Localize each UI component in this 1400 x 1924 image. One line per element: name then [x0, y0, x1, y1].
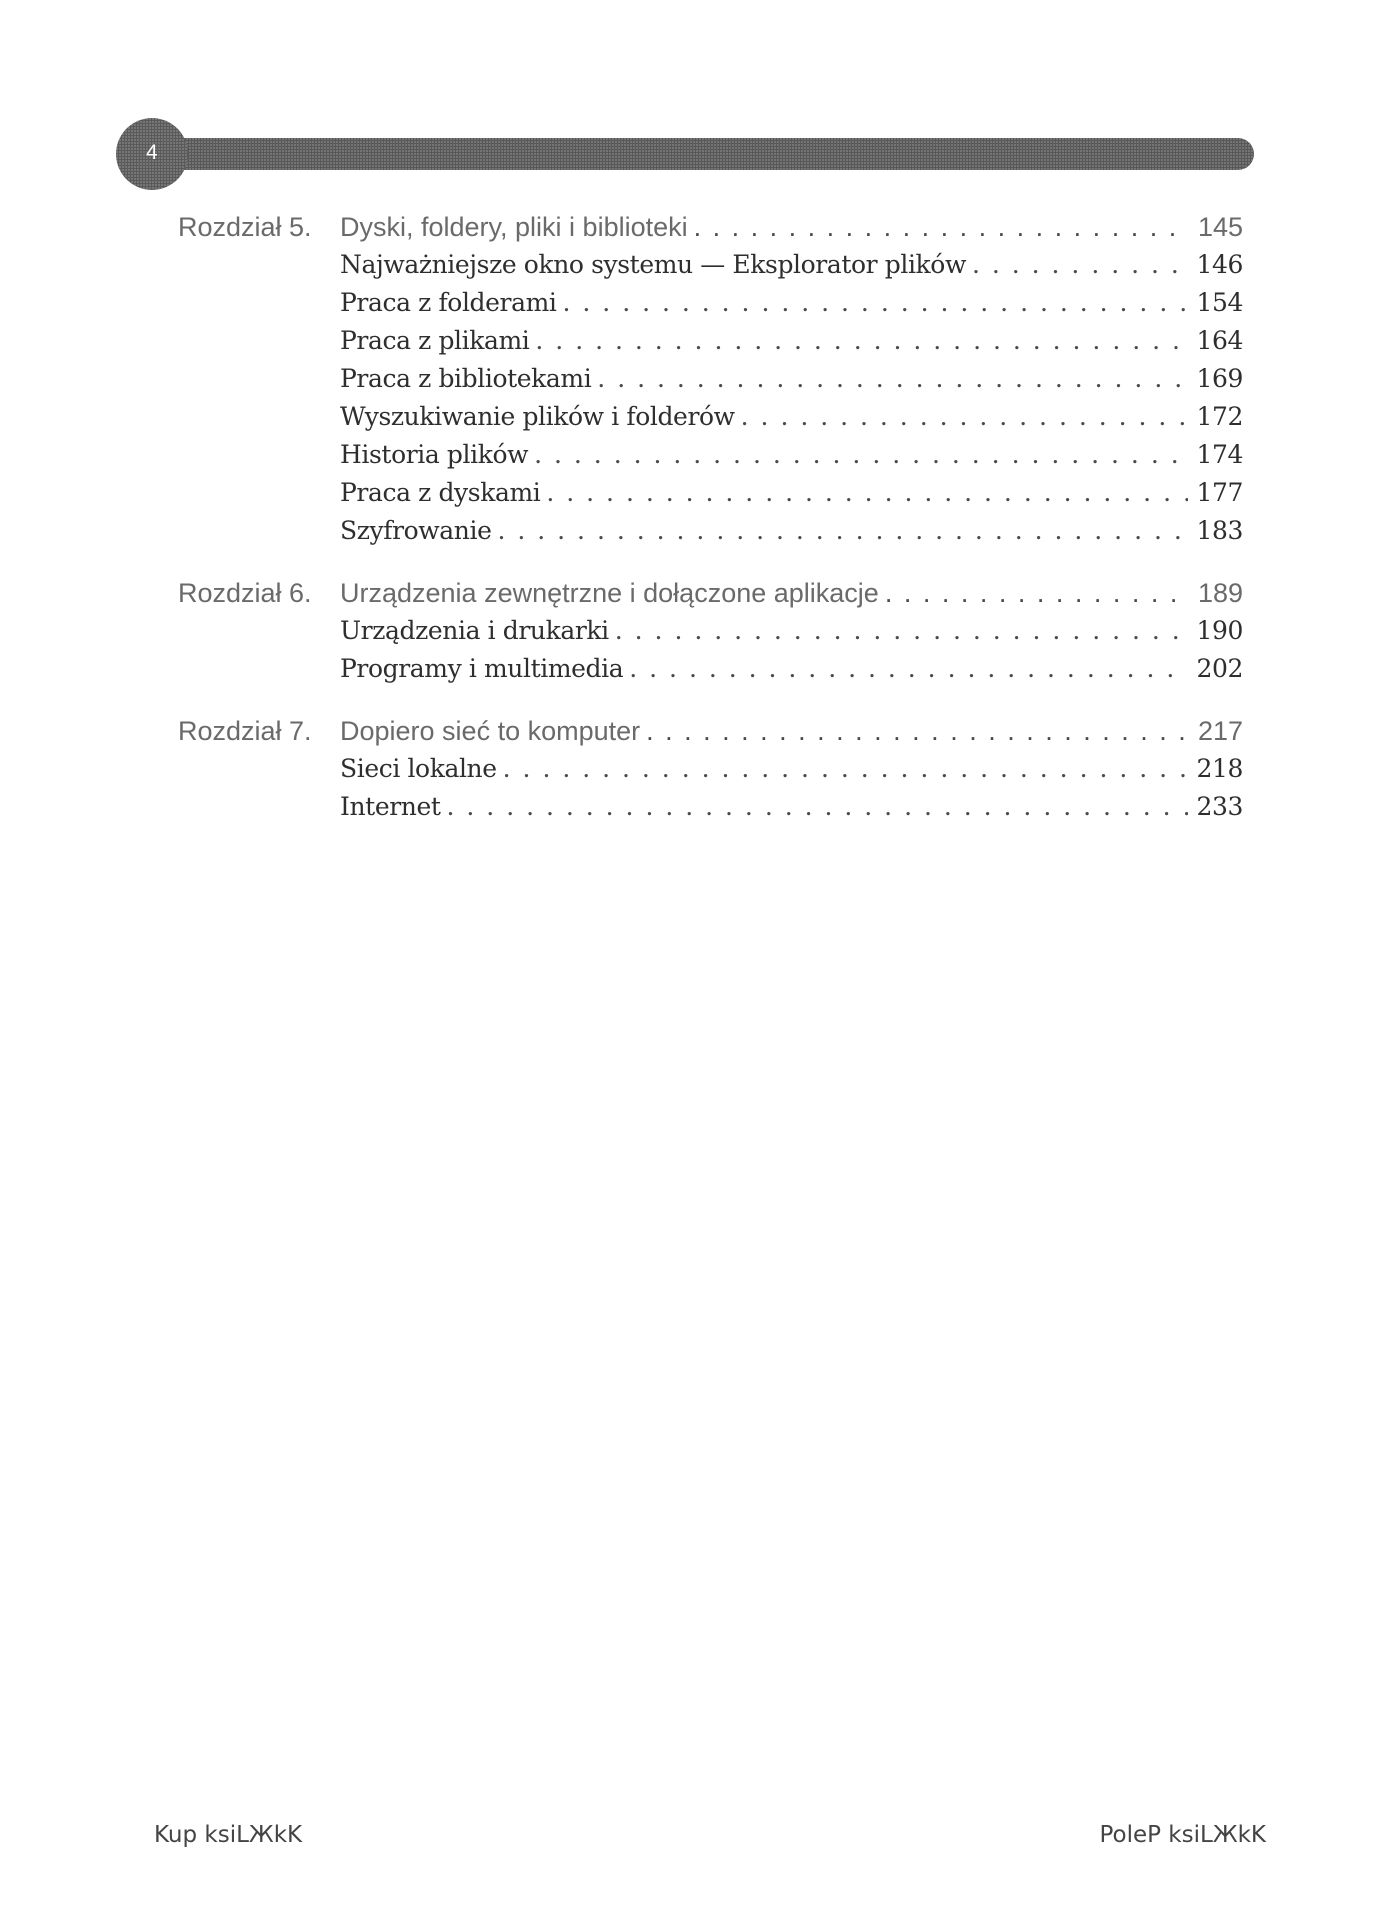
section-entry[interactable]	[340, 792, 1243, 821]
dot-leader	[534, 440, 1188, 469]
section-entry[interactable]	[340, 326, 1243, 355]
section-page: 174	[1196, 440, 1243, 469]
dot-leader	[885, 578, 1190, 609]
section-entry[interactable]	[340, 478, 1243, 507]
section-page: 172	[1196, 402, 1243, 431]
dot-leader	[447, 792, 1189, 821]
dot-leader	[741, 402, 1189, 431]
section-page: 202	[1196, 654, 1243, 683]
section-page: 183	[1196, 516, 1243, 545]
section-entry[interactable]	[340, 616, 1243, 645]
section-page: 190	[1196, 616, 1243, 645]
chapter-entry[interactable]	[340, 716, 1243, 747]
section-title: Historia plików	[340, 440, 529, 469]
dot-leader	[535, 326, 1188, 355]
section-title: Praca z plikami	[340, 326, 530, 355]
page-number: 4	[146, 141, 158, 164]
chapter-title: Dopiero sieć to komputer	[340, 716, 641, 746]
dot-leader	[694, 212, 1190, 243]
section-page: 164	[1196, 326, 1243, 355]
section-title: Praca z folderami	[340, 288, 557, 317]
chapter-label: Rozdział 6.	[178, 578, 312, 608]
chapter-label: Rozdział 5.	[178, 212, 312, 242]
section-entry[interactable]	[340, 402, 1243, 431]
section-entry[interactable]	[340, 654, 1243, 683]
chapter-label: Rozdział 7.	[178, 716, 312, 746]
section-entry[interactable]	[340, 364, 1243, 393]
header-bar	[156, 138, 1254, 170]
section-page: 169	[1196, 364, 1243, 393]
footer-buy-link[interactable]: Kup ksiLЖkK	[154, 1822, 303, 1848]
page-header	[116, 118, 1254, 190]
section-title: Praca z bibliotekami	[340, 364, 592, 393]
section-entry[interactable]	[340, 516, 1243, 545]
section-title: Praca z dyskami	[340, 478, 541, 507]
dot-leader	[497, 516, 1188, 545]
section-title: Internet	[340, 792, 441, 821]
dot-leader	[503, 754, 1189, 783]
chapter-entry[interactable]	[340, 212, 1243, 243]
dot-leader	[972, 250, 1189, 279]
section-page: 233	[1196, 792, 1243, 821]
chapter-title: Dyski, foldery, pliki i biblioteki	[340, 212, 688, 242]
section-entry[interactable]	[340, 754, 1243, 783]
dot-leader	[546, 478, 1188, 507]
section-title: Urządzenia i drukarki	[340, 616, 609, 645]
chapter-page: 145	[1197, 212, 1243, 242]
dot-leader	[646, 716, 1190, 747]
section-title: Szyfrowanie	[340, 516, 492, 545]
section-page: 218	[1196, 754, 1243, 783]
chapter-title: Urządzenia zewnętrzne i dołączone aplikacje	[340, 578, 879, 608]
section-entry[interactable]	[340, 288, 1243, 317]
chapter-page: 189	[1197, 578, 1243, 608]
section-page: 146	[1196, 250, 1243, 279]
dot-leader	[629, 654, 1188, 683]
section-page: 177	[1196, 478, 1243, 507]
page-number-badge	[116, 118, 188, 190]
section-title: Programy i multimedia	[340, 654, 624, 683]
chapter-page: 217	[1197, 716, 1243, 746]
section-title: Najważniejsze okno systemu — Eksplorator plików	[340, 250, 966, 279]
dot-leader	[597, 364, 1188, 393]
section-entry[interactable]	[340, 250, 1243, 279]
chapter-entry[interactable]	[340, 578, 1243, 609]
section-title: Wyszukiwanie plików i folderów	[340, 402, 735, 431]
dot-leader	[563, 288, 1189, 317]
section-entry[interactable]	[340, 440, 1243, 469]
section-page: 154	[1196, 288, 1243, 317]
section-title: Sieci lokalne	[340, 754, 497, 783]
dot-leader	[615, 616, 1189, 645]
footer-recommend-link[interactable]: PoleP ksiLЖkK	[1099, 1822, 1266, 1848]
